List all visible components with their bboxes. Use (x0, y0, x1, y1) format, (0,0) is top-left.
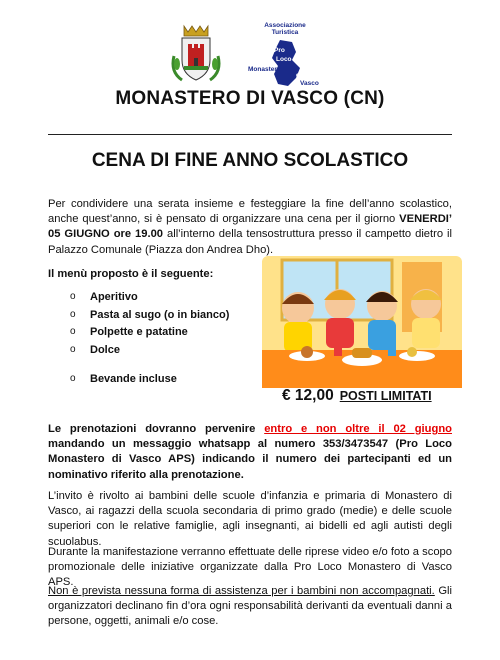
booking-paragraph: Le prenotazioni dovranno pervenire entro e non oltre il 02 giugno mandando un messaggio whatsapp al numero 353/3473547 (Pro Loco Monastero di Vasco APS) indicando il numero dei partecipanti ed un nominativo riferito alla prenotazione. (48, 423, 452, 481)
menu-title: Il menù proposto è il seguente: (48, 268, 214, 280)
booking-deadline: entro e non oltre il 02 giugno (264, 423, 452, 435)
invitation-paragraph: L’invito è rivolto ai bambini delle scuole d’infanzia e primaria di Monastero di Vasco, ai ragazzi della scuola secondaria di primo grado (medie) e delle scuole superiori con le relative famiglie, agli insegnanti, ai bidelli ed agli autisti degli scuolabus. (48, 490, 452, 548)
disclaimer-underlined: Non è prevista nessuna forma di assistenza per i bambini non accompagnati. (48, 585, 435, 597)
municipal-crest-icon (168, 22, 224, 84)
title-divider (48, 134, 452, 135)
menu-list (70, 290, 270, 390)
filming-paragraph: Durante la manifestazione verranno effettuate delle riprese video e/o foto a scopo promozionale delle iniziative organizzate dalla Pro Loco Monastero di Vasco APS. (48, 546, 452, 589)
town-title: MONASTERO DI VASCO (CN) (115, 88, 385, 109)
children-eating-illustration (262, 256, 462, 388)
event-date: VENERDI’ 05 GIUGNO ore 19.00 (48, 213, 452, 241)
price-amount: € 12,00 (282, 387, 334, 404)
menu-item: o Dolce (70, 343, 270, 361)
menu-item: o Aperitivo (70, 290, 270, 308)
intro-paragraph: Per condividere una serata insieme e festeggiare la fine dell’anno scolastico, anche quest’anno, si è pensato di organizzare una cena per il giorno VENERDI’ 05 GIUGNO ore 19.00 all’interno della tensostruttura presso il campetto dietro il Palazzo Comunale (Piazza don Andrea Dho). (48, 198, 452, 256)
proloco-association-label: Associazione Turistica (264, 22, 306, 36)
menu-item: o Polpette e patatine (70, 325, 270, 343)
limited-seats: POSTI LIMITATI (339, 389, 432, 403)
price-line (282, 387, 432, 405)
menu-item: o Pasta al sugo (o in bianco) (70, 308, 270, 326)
disclaimer-paragraph: Non è prevista nessuna forma di assistenza per i bambini non accompagnati. Gli organizzatori declinano fin d’ora ogni responsabilità derivanti da eventuali danni a persone, oggetti, animali e/o cose. (48, 585, 453, 628)
menu-item: o Bevande incluse (70, 372, 270, 390)
event-title: CENA DI FINE ANNO SCOLASTICO (91, 150, 409, 171)
proloco-logo-icon: Associazione Turistica Pro Loco Monastero di Vasco (244, 20, 326, 90)
